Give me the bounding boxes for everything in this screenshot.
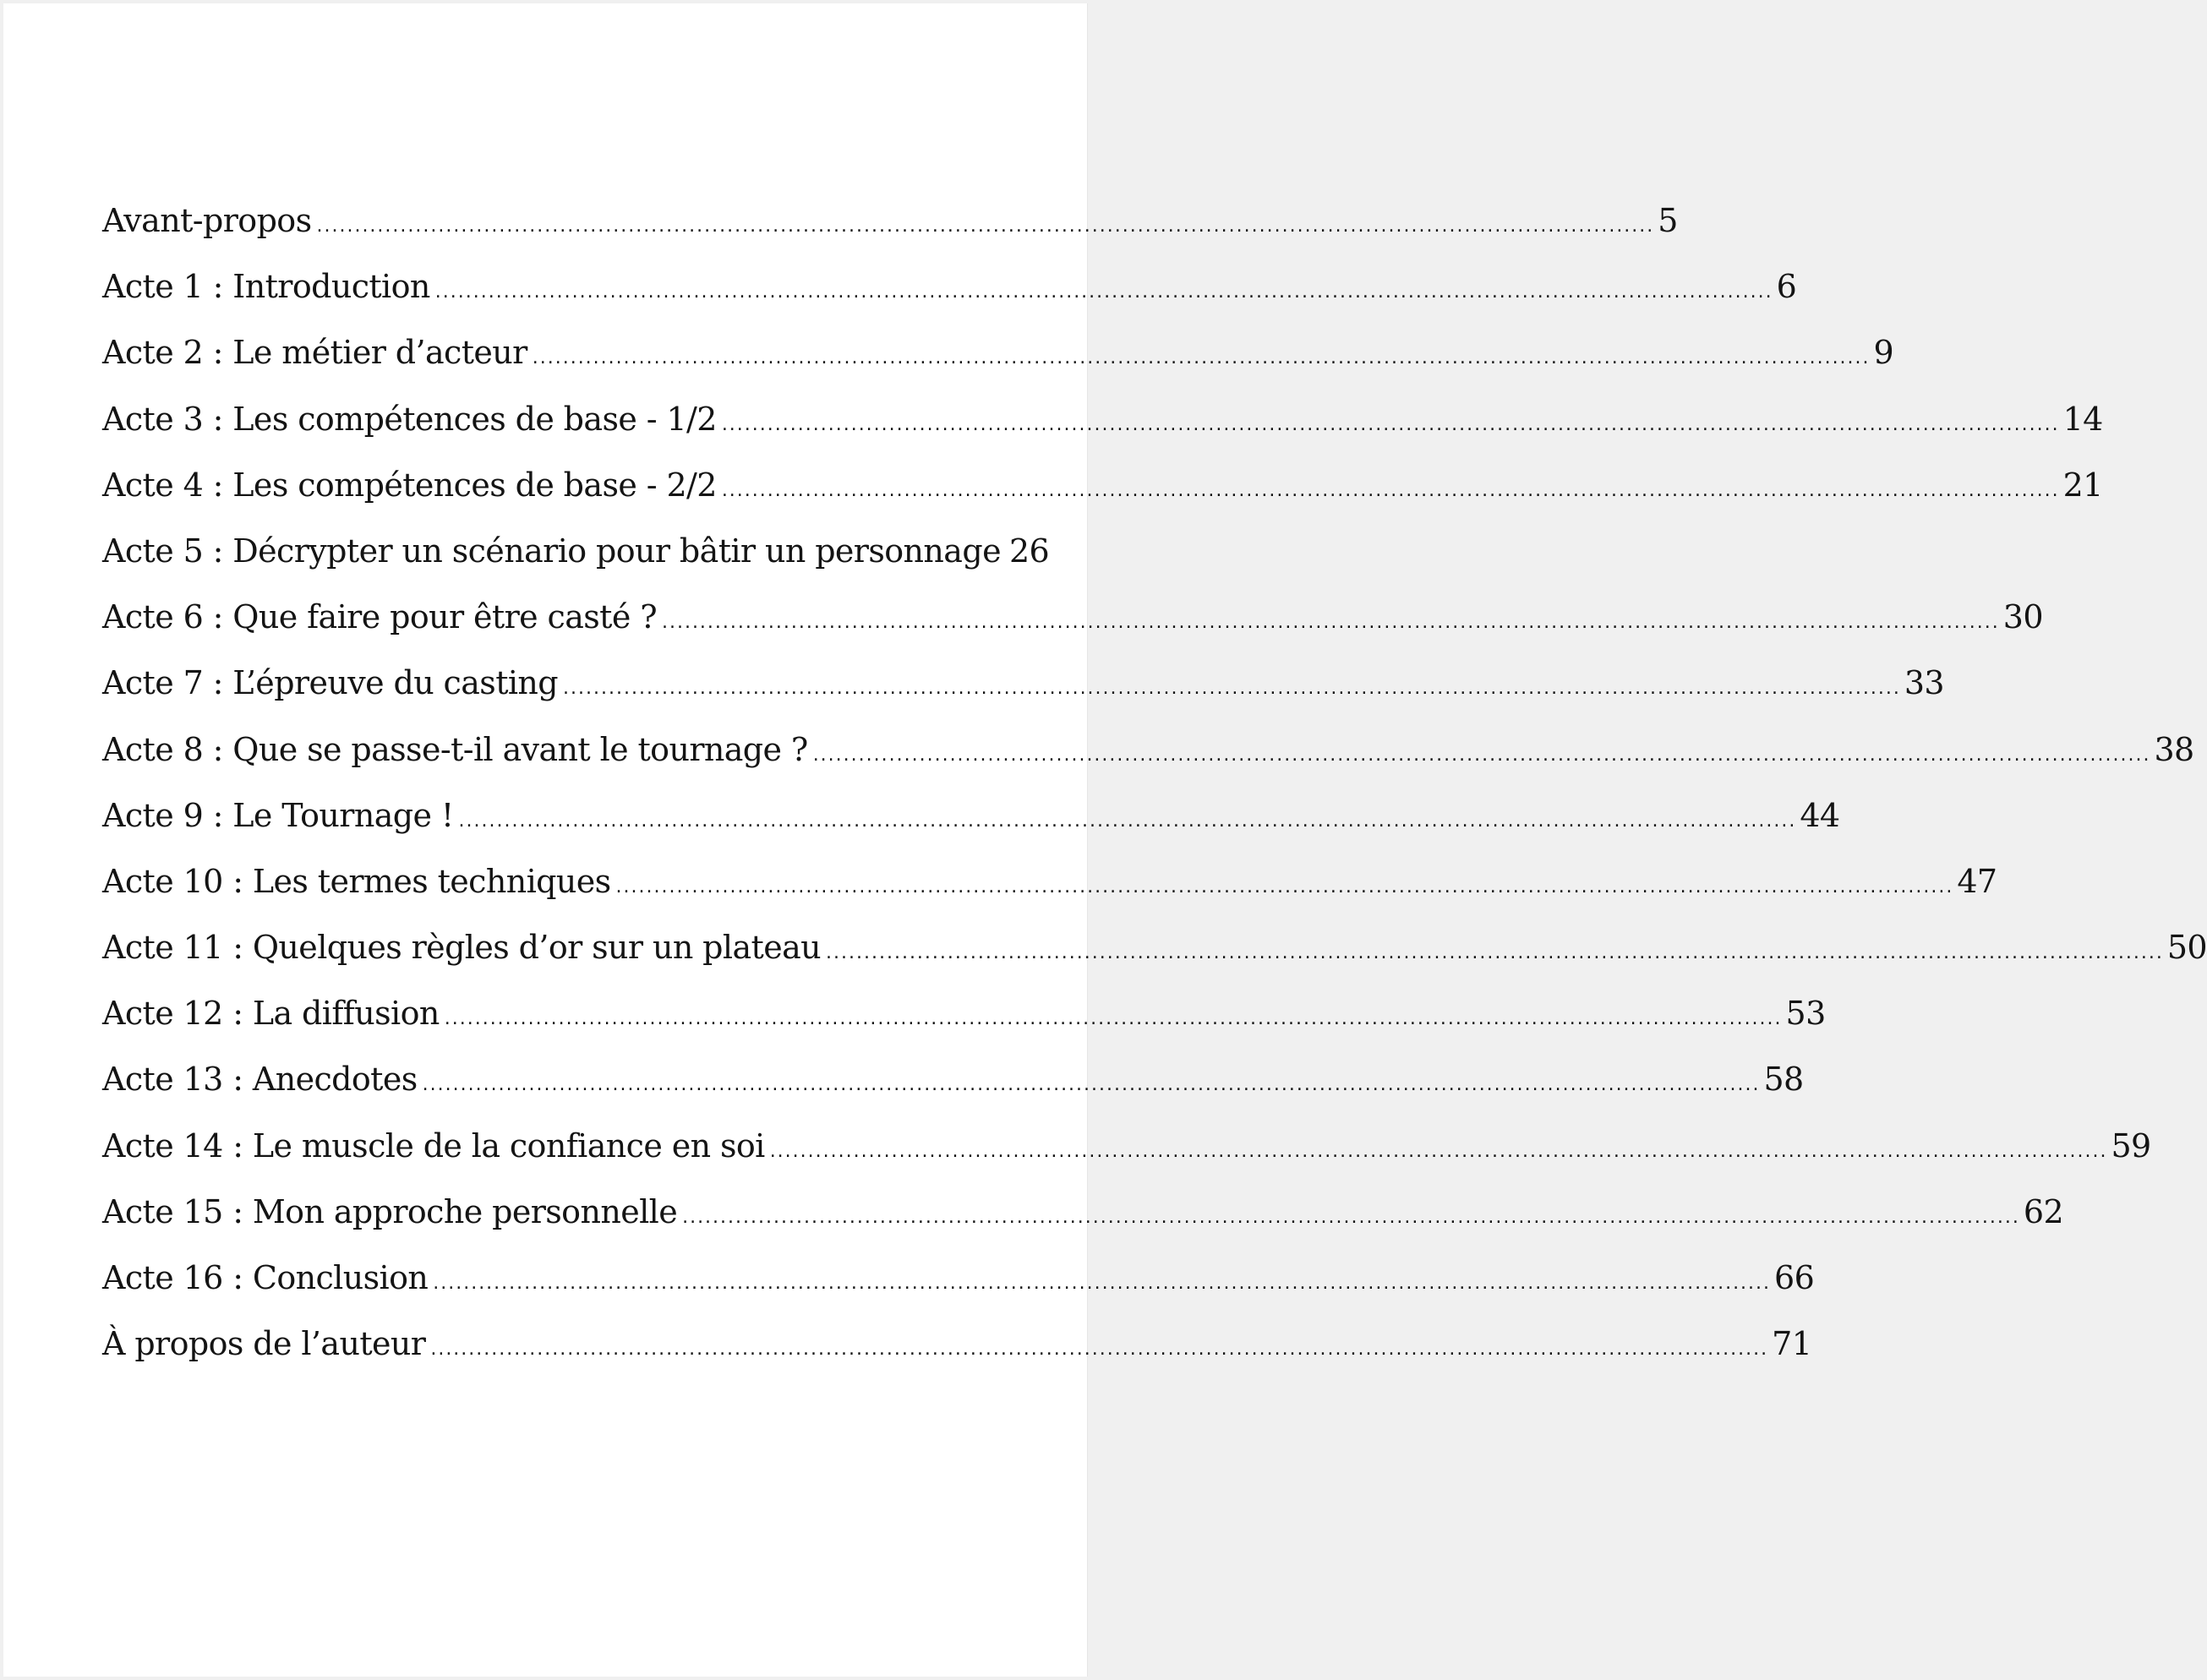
- toc-entry-acte-10[interactable]: [102, 848, 1997, 914]
- toc-entry-page-number: 47: [1957, 862, 1997, 900]
- toc-dot-leader: [770, 1119, 2108, 1185]
- toc-dot-leader: [433, 1251, 1771, 1317]
- document-page: [3, 3, 2207, 1677]
- toc-dot-leader: [533, 325, 1871, 391]
- toc-entry-page-number: 14: [2062, 400, 2103, 438]
- toc-entry-acte-16[interactable]: [102, 1245, 1815, 1311]
- toc-entry-title: Avant-propos: [102, 202, 312, 239]
- toc-entry-title: Acte 12 : La diffusion: [102, 995, 440, 1033]
- toc-entry-title: Acte 13 : Anecdotes: [102, 1061, 418, 1099]
- toc-entry-title: Acte 4 : Les compétences de base - 2/2: [102, 466, 717, 504]
- toc-entry-title: Acte 7 : L’épreuve du casting: [102, 664, 559, 702]
- toc-entry-title: Acte 1 : Introduction: [102, 268, 430, 306]
- toc-dot-leader: [616, 854, 1954, 920]
- toc-entry-page-number: 59: [2111, 1126, 2151, 1165]
- toc-entry-page-number: 5: [1658, 202, 1678, 239]
- toc-entry-acte-8[interactable]: [102, 717, 2194, 783]
- toc-entry-acte-14[interactable]: [102, 1113, 2151, 1179]
- toc-dot-leader: [826, 920, 2164, 986]
- toc-entry-acte-5[interactable]: [102, 518, 1050, 584]
- toc-entry-acte-1[interactable]: [102, 254, 1797, 319]
- toc-entry-title: Acte 10 : Les termes techniques: [102, 862, 611, 900]
- toc-entry-acte-2[interactable]: [102, 319, 1894, 385]
- toc-entry-acte-11[interactable]: [102, 914, 2207, 980]
- toc-entry-title: Acte 14 : Le muscle de la confiance en soi: [102, 1126, 765, 1165]
- toc-entry-title: Acte 8 : Que se passe-t-il avant le tournage ?: [102, 730, 808, 768]
- toc-entry-avant-propos[interactable]: [102, 188, 1678, 254]
- toc-dot-leader: [445, 986, 1783, 1052]
- toc-dot-leader: [435, 259, 1773, 325]
- toc-dot-leader: [682, 1185, 2020, 1251]
- toc-dot-leader: [813, 723, 2151, 788]
- toc-entry-page-number: 71: [1772, 1325, 1812, 1363]
- toc-entry-page-number: 53: [1785, 995, 1826, 1033]
- toc-entry-acte-4[interactable]: [102, 452, 2103, 518]
- toc-entry-acte-15[interactable]: [102, 1179, 2064, 1245]
- toc-entry-title: Acte 9 : Le Tournage !: [102, 796, 454, 834]
- toc-entry-acte-7[interactable]: [102, 650, 1944, 716]
- toc-dot-leader: [662, 590, 2000, 656]
- toc-entry-title: Acte 5 : Décrypter un scénario pour bâtir un personnage: [102, 532, 1001, 570]
- toc-entry-acte-9[interactable]: [102, 783, 1840, 848]
- toc-entry-acte-13[interactable]: [102, 1046, 1804, 1112]
- table-of-contents: [102, 188, 2207, 1377]
- toc-entry-page-number: 26: [1008, 532, 1050, 570]
- toc-entry-page-number: 30: [2002, 598, 2043, 636]
- toc-entry-title: Acte 3 : Les compétences de base - 1/2: [102, 400, 717, 438]
- toc-entry-page-number: 33: [1904, 664, 1944, 702]
- toc-entry-acte-6[interactable]: [102, 584, 2043, 650]
- toc-entry-page-number: 58: [1763, 1061, 1804, 1099]
- toc-dot-leader: [722, 392, 2060, 458]
- toc-entry-page-number: 21: [2062, 466, 2103, 504]
- toc-entry-acte-3[interactable]: [102, 386, 2103, 452]
- toc-entry-title: Acte 16 : Conclusion: [102, 1259, 429, 1296]
- toc-entry-page-number: 62: [2023, 1192, 2064, 1230]
- toc-dot-leader: [563, 656, 1901, 722]
- toc-entry-page-number: 50: [2166, 929, 2207, 967]
- toc-dot-leader: [423, 1052, 1761, 1118]
- toc-dot-leader: [459, 788, 1797, 854]
- toc-entry-title: Acte 2 : Le métier d’acteur: [102, 334, 527, 372]
- toc-entry-page-number: 38: [2154, 730, 2194, 768]
- toc-entry-acte-12[interactable]: [102, 980, 1826, 1046]
- toc-entry-page-number: 66: [1774, 1259, 1815, 1296]
- toc-entry-title: Acte 6 : Que faire pour être casté ?: [102, 598, 657, 636]
- toc-dot-leader: [722, 458, 2060, 524]
- toc-entry-page-number: 44: [1800, 796, 1840, 834]
- toc-entry-page-number: 6: [1776, 268, 1797, 306]
- toc-dot-leader: [430, 1317, 1768, 1383]
- toc-entry-title: Acte 11 : Quelques règles d’or sur un plateau: [102, 929, 822, 967]
- toc-entry-title: À propos de l’auteur: [102, 1325, 426, 1363]
- toc-entry-a-propos-de-l-auteur[interactable]: [102, 1311, 1812, 1377]
- toc-entry-title: Acte 15 : Mon approche personnelle: [102, 1192, 678, 1230]
- toc-dot-leader: [316, 194, 1654, 259]
- toc-entry-page-number: 9: [1873, 334, 1894, 372]
